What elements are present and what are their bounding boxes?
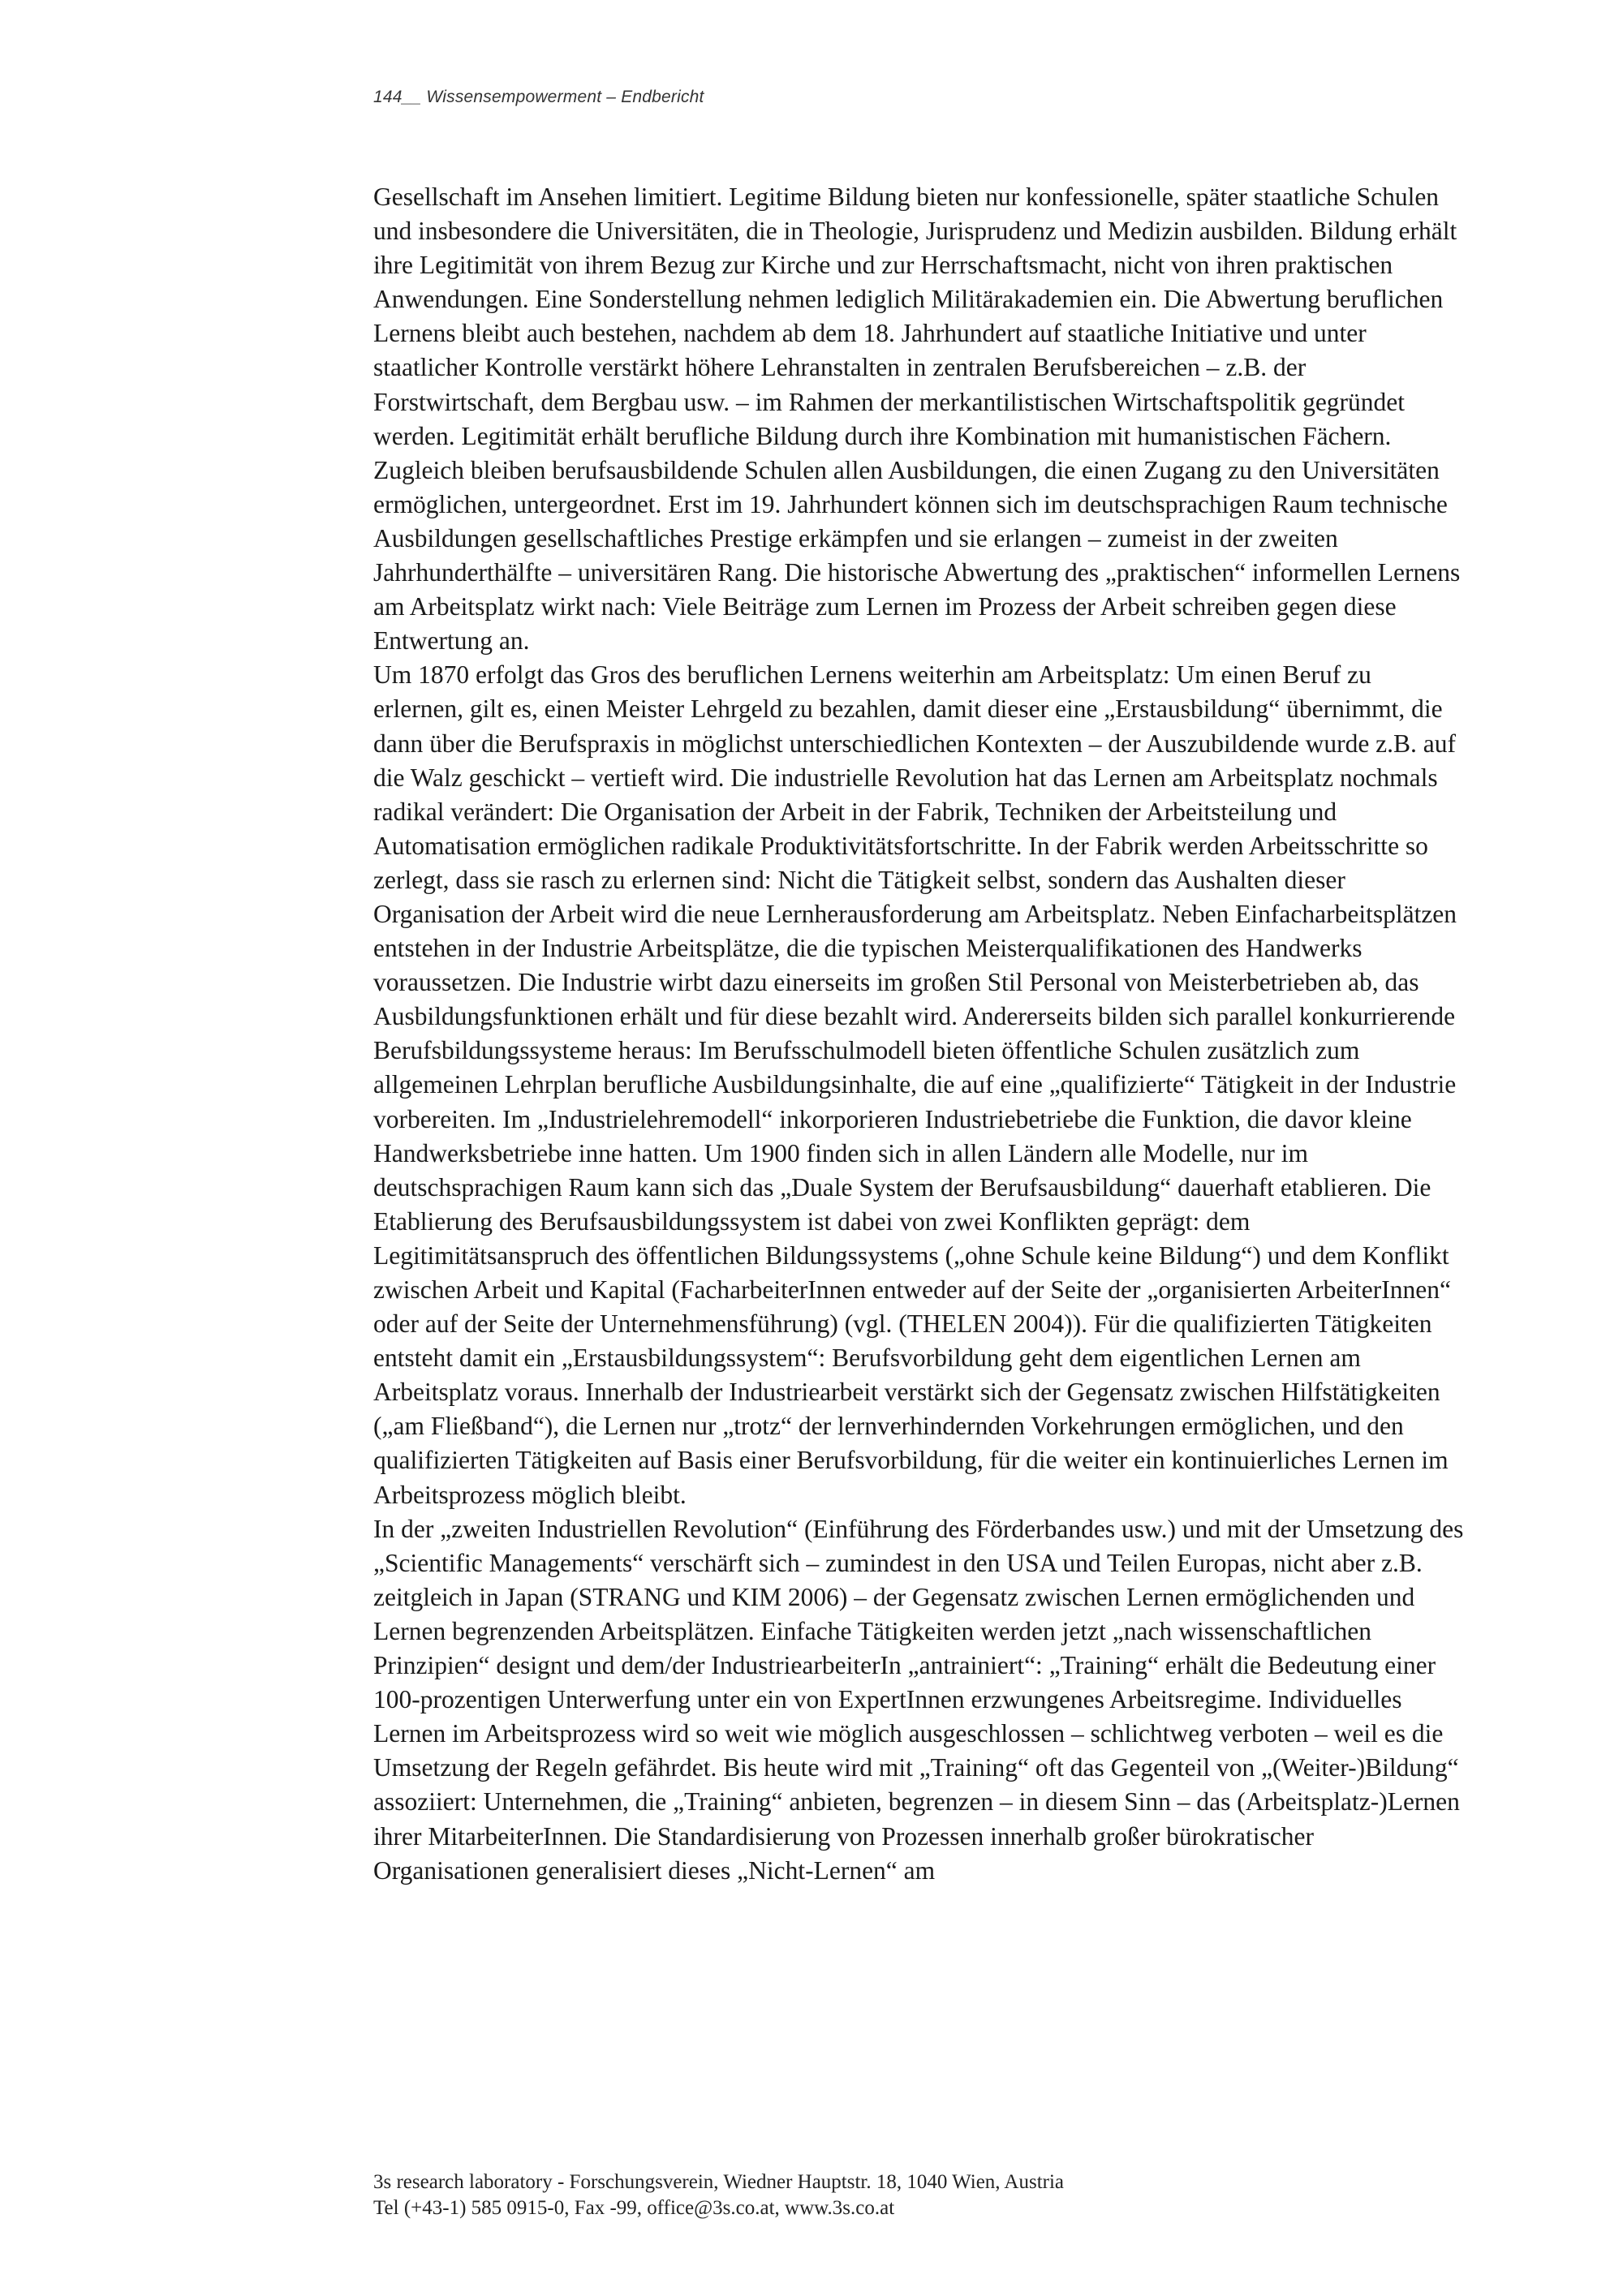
paragraph: Gesellschaft im Ansehen limitiert. Legitime Bildung bieten nur konfessionelle, später staatliche Schulen und insbesondere die Universitäten, die in Theologie, Jurisprudenz und Medizin ausbilden. Bildung erhält ihre Legitimität von ihrem Bezug zur Kirche und zur Herrschaftsmacht, nicht von ihren praktischen Anwendungen. Eine Sonderstellung nehmen lediglich Militärakademien ein. Die Abwertung beruflichen Lernens bleibt auch bestehen, nachdem ab dem 18. Jahrhundert auf staatliche Initiative und unter staatlicher Kontrolle verstärkt höhere Lehranstalten in zentralen Berufsbereichen – z.B. der Forstwirtschaft, dem Bergbau usw. – im Rahmen der merkantilistischen Wirtschaftspolitik gegründet werden. Legitimität erhält berufliche Bildung durch ihre Kombination mit humanistischen Fächern. Zugleich bleiben berufsausbildende Schulen allen Ausbildungen, die einen Zugang zu den Universitäten ermöglichen, untergeordnet. Erst im 19. Jahrhundert können sich im deutschsprachigen Raum technische Ausbildungen gesellschaftliches Prestige erkämpfen und sie erlangen – zumeist in der zweiten Jahrhunderthälfte – universitären Rang. Die historische Abwertung des „praktischen“ informellen Lernens am Arbeitsplatz wirkt nach: Viele Beiträge zum Lernen im Prozess der Arbeit schreiben gegen diese Entwertung an. xyxy=(373,183,1461,656)
page-footer xyxy=(373,2169,1064,2221)
footer-contact: Tel (+43-1) 585 0915-0, Fax -99, office@3s.co.at, www.3s.co.at xyxy=(373,2197,895,2219)
body-text xyxy=(373,180,1466,1888)
paragraph: In der „zweiten Industriellen Revolution“ (Einführung des Förderbandes usw.) und mit der Umsetzung des „Scientific Managements“ verschärft sich – zumindest in den USA und Teilen Europas, nicht aber z.B. zeitgleich in Japan (STRANG und KIM 2006) – der Gegensatz zwischen Lernen ermöglichenden und Lernen begrenzenden Arbeitsplätzen. Einfache Tätigkeiten werden jetzt „nach wissenschaftlichen Prinzipien“ designt und dem/der IndustriearbeiterIn „antrainiert“: „Training“ erhält die Bedeutung einer 100-prozentigen Unterwerfung unter ein von ExpertInnen erzwungenes Arbeitsregime. Individuelles Lernen im Arbeitsprozess wird so weit wie möglich ausgeschlossen – schlichtweg verboten – weil es die Umsetzung der Regeln gefährdet. Bis heute wird mit „Training“ oft das Gegenteil von „(Weiter-)Bildung“ assoziiert: Unternehmen, die „Training“ anbieten, begrenzen – in diesem Sinn – das (Arbeitsplatz-)Lernen ihrer MitarbeiterInnen. Die Standardisierung von Prozessen innerhalb großer bürokratischer Organisationen generalisiert dieses „Nicht-Lernen“ am xyxy=(373,1514,1464,1885)
running-header: 144__ Wissensempowerment – Endbericht xyxy=(373,88,704,106)
paragraph: Um 1870 erfolgt das Gros des beruflichen Lernens weiterhin am Arbeitsplatz: Um einen Beruf zu erlernen, gilt es, einen Meister Lehrgeld zu bezahlen, damit dieser eine „Erstausbildung“ übernimmt, die dann über die Berufspraxis in möglichst unterschiedlichen Kontexten – der Auszubildende wurde z.B. auf die Walz geschickt – vertieft wird. Die industrielle Revolution hat das Lernen am Arbeitsplatz nochmals radikal verändert: Die Organisation der Arbeit in der Fabrik, Techniken der Arbeitsteilung und Automatisation ermöglichen radikale Produktivitätsfortschritte. In der Fabrik werden Arbeitsschritte so zerlegt, dass sie rasch zu erlernen sind: Nicht die Tätigkeit selbst, sondern das Aushalten dieser Organisation der Arbeit wird die neue Lernherausforderung am Arbeitsplatz. Neben Einfacharbeitsplätzen entstehen in der Industrie Arbeitsplätze, die die typischen Meisterqualifikationen des Handwerks voraussetzen. Die Industrie wirbt dazu einerseits im großen Stil Personal von Meisterbetrieben ab, das Ausbildungsfunktionen erhält und für diese bezahlt wird. Andererseits bilden sich parallel konkurrierende Berufsbildungssysteme heraus: Im Berufsschulmodell bieten öffentliche Schulen zusätzlich zum allgemeinen Lehrplan berufliche Ausbildungsinhalte, die auf eine „qualifizierte“ Tätigkeit in der Industrie vorbereiten. Im „Industrielehremodell“ inkorporieren Industriebetriebe die Funktion, die davor kleine Handwerksbetriebe inne hatten. Um 1900 finden sich in allen Ländern alle Modelle, nur im deutschsprachigen Raum kann sich das „Duale System der Berufsausbildung“ dauerhaft etablieren. Die Etablierung des Berufsausbildungssystem ist dabei von zwei Konflikten geprägt: dem Legitimitätsanspruch des öffentlichen Bildungssystems („ohne Schule keine Bildung“) und dem Konflikt zwischen Arbeit und Kapital (FacharbeiterInnen entweder auf der Seite der „organisierten ArbeiterInnen“ oder auf der Seite der Unternehmensführung) (vgl. (THELEN 2004)). Für die qualifizierten Tätigkeiten entsteht damit ein „Erstausbildungssystem“: Berufsvorbildung geht dem eigentlichen Lernen am Arbeitsplatz voraus. Innerhalb der Industriearbeit verstärkt sich der Gegensatz zwischen Hilfstätigkeiten („am Fließband“), die Lernen nur „trotz“ der lernverhindernden Vorkehrungen ermöglichen, und den qualifizierten Tätigkeiten auf Basis einer Berufsvorbildung, für die weiter ein kontinuierliches Lernen im Arbeitsprozess möglich bleibt. xyxy=(373,660,1457,1509)
footer-address: 3s research laboratory - Forschungsverein, Wiedner Hauptstr. 18, 1040 Wien, Austria xyxy=(373,2171,1065,2193)
